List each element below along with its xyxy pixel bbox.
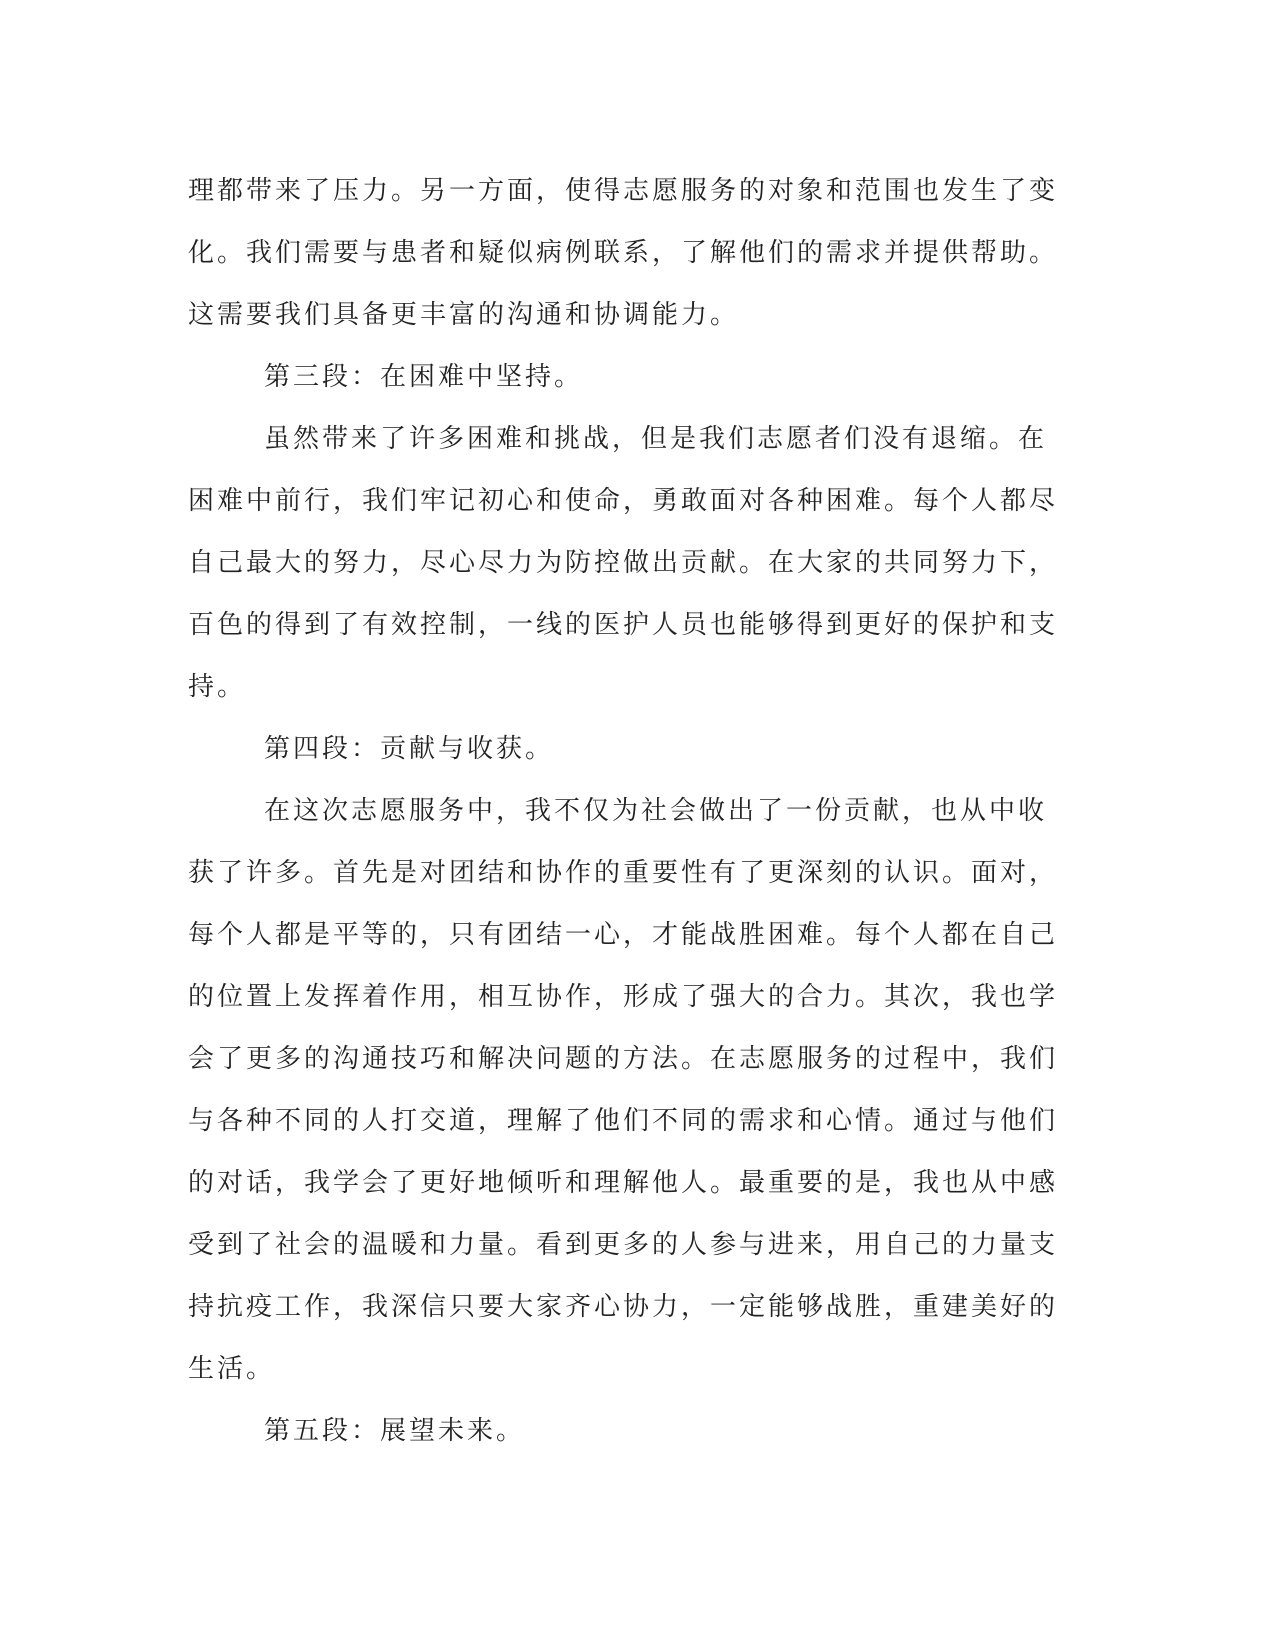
paragraph-continuation: 理都带来了压力。另一方面，使得志愿服务的对象和范围也发生了变化。我们需要与患者和疑似病例联系，了解他们的需求并提供帮助。这需要我们具备更丰富的沟通和协调能力。 — [188, 176, 1059, 330]
section-heading-five: 第五段：展望未来。 — [264, 1416, 526, 1446]
paragraph-contribution: 在这次志愿服务中，我不仅为社会做出了一份贡献，也从中收获了许多。首先是对团结和协作的重要性有了更深刻的认识。面对，每个人都是平等的，只有团结一心，才能战胜困难。每个人都在自己的位置上发挥着作用，相互协作，形成了强大的合力。其次，我也学会了更多的沟通技巧和解决问题的方法。在志愿服务的过程中，我们与各种不同的人打交道，理解了他们不同的需求和心情。通过与他们的对话，我学会了更好地倾听和理解他人。最重要的是，我也从中感受到了社会的温暖和力量。看到更多的人参与进来，用自己的力量支持抗疫工作，我深信只要大家齐心协力，一定能够战胜，重建美好的生活。 — [188, 796, 1059, 1384]
section-heading-four: 第四段：贡献与收获。 — [264, 734, 555, 764]
section-heading-three: 第三段：在困难中坚持。 — [264, 362, 584, 392]
document-body — [188, 160, 1068, 1462]
paragraph-persistence: 虽然带来了许多困难和挑战，但是我们志愿者们没有退缩。在困难中前行，我们牢记初心和使命，勇敢面对各种困难。每个人都尽自己最大的努力，尽心尽力为防控做出贡献。在大家的共同努力下，百色的得到了有效控制，一线的医护人员也能够得到更好的保护和支持。 — [188, 424, 1059, 702]
